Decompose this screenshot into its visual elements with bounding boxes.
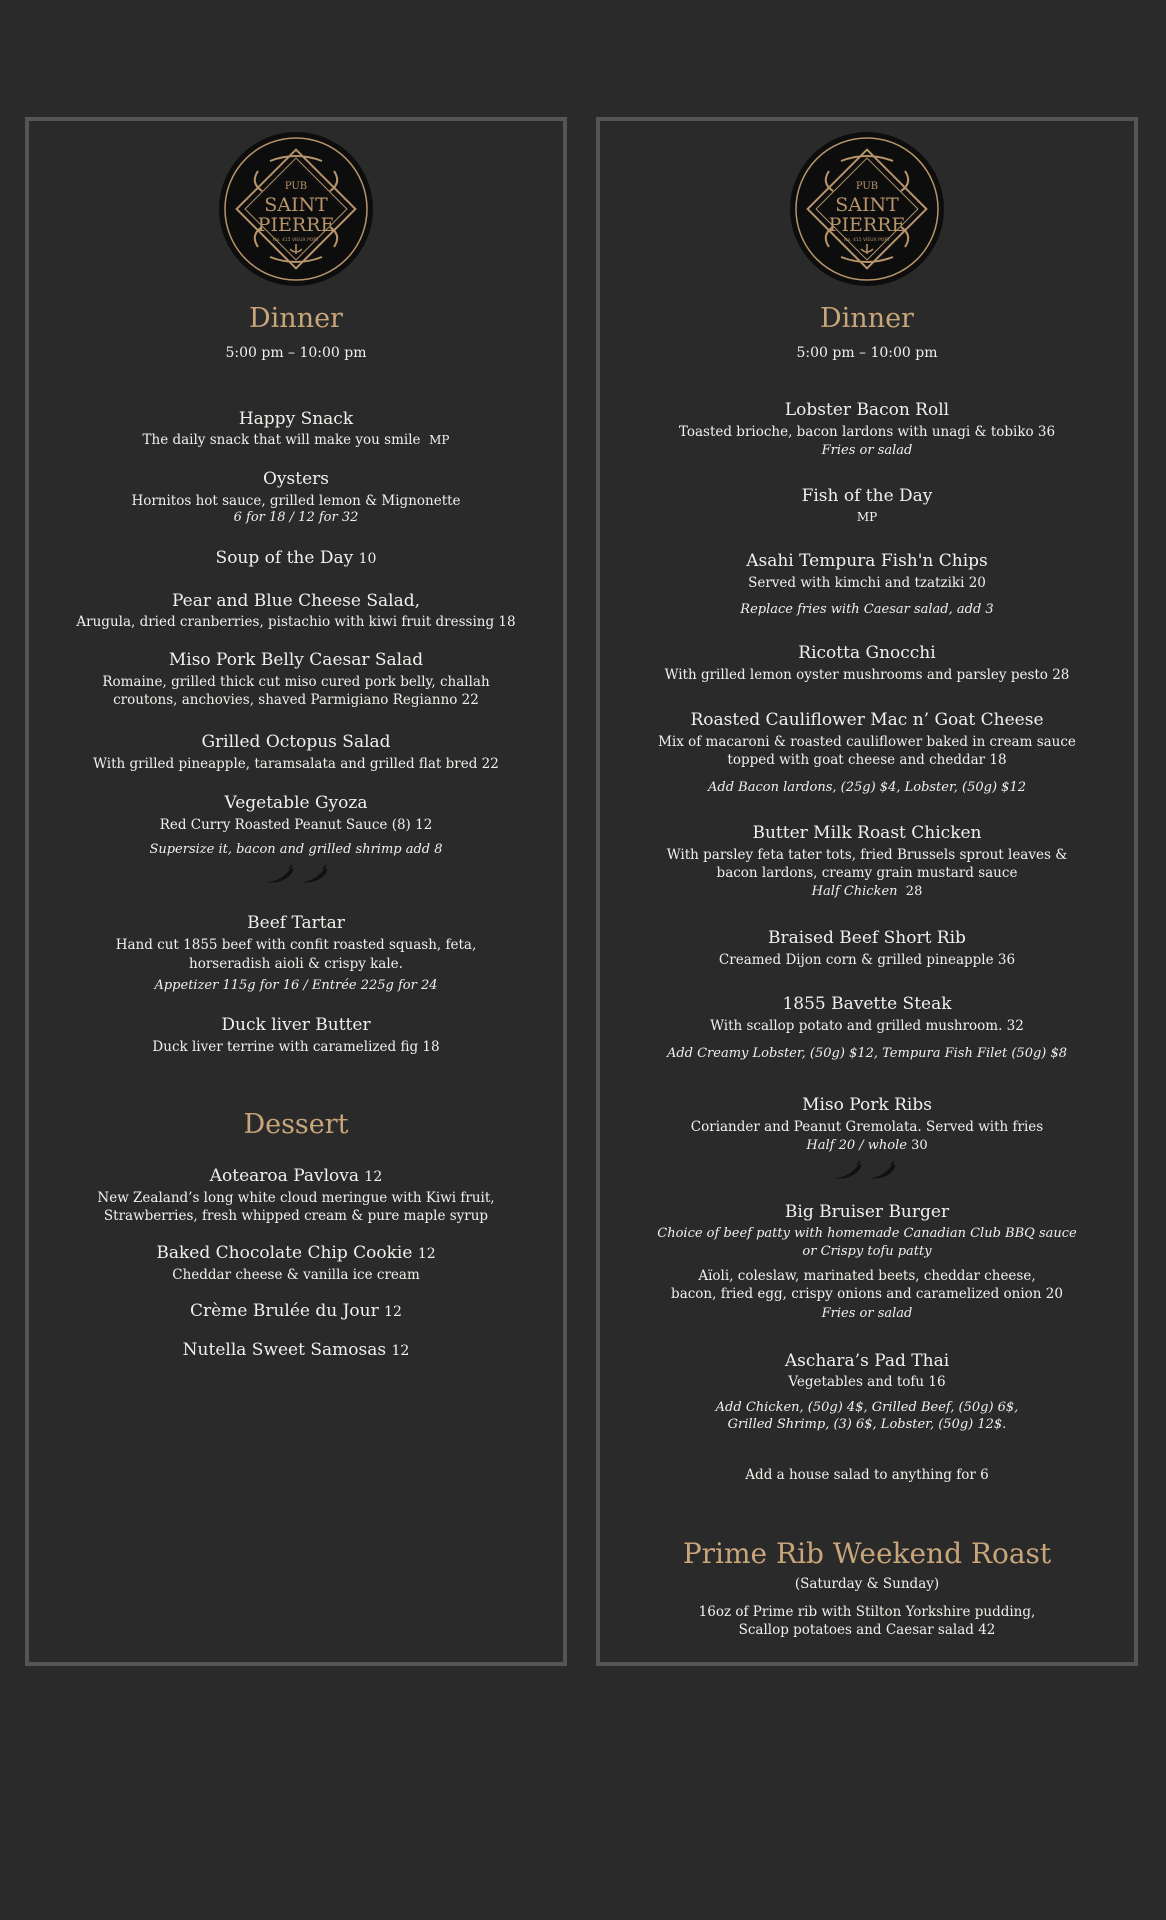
menu-item-note: Half Chicken 28 <box>811 884 923 899</box>
menu-item-desc: Coriander and Peanut Gremolata. Served with fries <box>690 1119 1044 1135</box>
menu-item-desc: croutons, anchovies, shaved Parmigiano Regianno 22 <box>113 692 479 708</box>
menu-item-note: Grilled Shrimp, (3) 6$, Lobster, (50g) 12$. <box>727 1417 1007 1432</box>
menu-item-desc: Romaine, grilled thick cut miso cured pork belly, challah <box>102 674 490 690</box>
menu-item-note: Fries or salad <box>821 443 913 458</box>
menu-item-desc: Duck liver terrine with caramelized fig 18 <box>152 1039 440 1055</box>
menu-item-name: 1855 Bavette Steak <box>782 994 952 1014</box>
prime-rib-days: (Saturday & Sunday) <box>794 1576 940 1592</box>
menu-panel-left <box>25 117 567 1666</box>
menu-item-desc: Arugula, dried cranberries, pistachio with kiwi fruit dressing 18 <box>76 614 516 630</box>
menu-item-desc: The daily snack that will make you smile MP <box>142 432 450 448</box>
menu-item-note: Supersize it, bacon and grilled shrimp add 8 <box>149 842 443 857</box>
menu-item-price: MP <box>856 510 878 524</box>
menu-item-name: Happy Snack <box>238 409 354 429</box>
menu-item-name: Miso Pork Ribs <box>802 1095 932 1115</box>
svg-text:No. 415 VIEUX PORT: No. 415 VIEUX PORT <box>273 238 319 243</box>
menu-item-desc: Aïoli, coleslaw, marinated beets, cheddar cheese, <box>698 1268 1036 1284</box>
menu-item-note: Choice of beef patty with homemade Canadian Club BBQ sauce <box>657 1226 1077 1241</box>
menu-item-name: Soup of the Day 10 <box>215 548 377 568</box>
dessert-item-desc: New Zealand’s long white cloud meringue with Kiwi fruit, <box>97 1190 495 1206</box>
menu-item-name: Big Bruiser Burger <box>784 1202 950 1222</box>
chili-pepper-icon <box>299 865 329 885</box>
menu-item-note: 6 for 18 / 12 for 32 <box>233 510 359 525</box>
menu-item-note: Add Bacon lardons, (25g) $4, Lobster, (50g) $12 <box>708 780 1026 795</box>
menu-item-name: Pear and Blue Cheese Salad, <box>171 591 421 611</box>
menu-item-name: Fish of the Day <box>801 486 933 506</box>
chili-pepper-icon <box>867 1161 897 1181</box>
menu-item-name: Vegetable Gyoza <box>224 793 368 813</box>
menu-item-price: 10 <box>358 551 377 567</box>
dinner-hours: 5:00 pm – 10:00 pm <box>796 345 938 361</box>
prime-rib-desc: Scallop potatoes and Caesar salad 42 <box>738 1622 996 1638</box>
menu-item-note: or Crispy tofu patty <box>802 1244 932 1259</box>
menu-item-note: Add Creamy Lobster, (50g) $12, Tempura Fish Filet (50g) $8 <box>666 1046 1068 1061</box>
svg-text:PIERRE: PIERRE <box>828 214 906 236</box>
menu-item-name: Ricotta Gnocchi <box>798 643 936 663</box>
prime-rib-section-title: Prime Rib Weekend Roast <box>682 1537 1052 1570</box>
menu-item-name: Miso Pork Belly Caesar Salad <box>168 650 424 670</box>
menu-item-desc: With scallop potato and grilled mushroom. 32 <box>710 1018 1024 1034</box>
menu-item-desc: With grilled lemon oyster mushrooms and parsley pesto 28 <box>664 667 1070 683</box>
menu-item-desc: Hornitos hot sauce, grilled lemon & Mignonette <box>131 493 461 509</box>
menu-item-desc: Toasted brioche, bacon lardons with unagi & tobiko 36 <box>678 424 1056 440</box>
svg-text:SAINT: SAINT <box>835 194 899 216</box>
dessert-section-title: Dessert <box>243 1109 349 1140</box>
menu-item-price: 12 <box>384 1304 402 1320</box>
menu-item-name: Duck liver Butter <box>221 1015 371 1035</box>
menu-item-note: Add Chicken, (50g) 4$, Grilled Beef, (50g) 6$, <box>715 1400 1019 1415</box>
svg-text:PIERRE: PIERRE <box>257 214 335 236</box>
dessert-item-name: Crème Brulée du Jour 12 <box>190 1301 402 1321</box>
menu-item-desc: Served with kimchi and tzatziki 20 <box>748 575 986 591</box>
menu-item-name: Roasted Cauliflower Mac n’ Goat Cheese <box>690 710 1044 730</box>
dessert-item-name: Aotearoa Pavlova 12 <box>209 1166 383 1186</box>
chili-pepper-icon <box>265 865 295 885</box>
menu-item-desc: Vegetables and tofu 16 <box>788 1374 946 1390</box>
menu-item-price: MP <box>429 433 450 447</box>
dessert-item-name: Nutella Sweet Samosas 12 <box>182 1340 410 1360</box>
menu-item-price: 12 <box>391 1343 410 1359</box>
menu-item-note: Fries or salad <box>821 1306 913 1321</box>
dessert-item-desc: Strawberries, fresh whipped cream & pure maple syrup <box>103 1208 489 1224</box>
menu-item-desc: With grilled pineapple, taramsalata and grilled flat bred 22 <box>93 756 499 772</box>
dessert-item-desc: Cheddar cheese & vanilla ice cream <box>172 1267 420 1283</box>
menu-item-name: Oysters <box>262 469 329 489</box>
menu-item-price: 12 <box>364 1169 383 1185</box>
pub-saint-pierre-logo <box>218 131 374 287</box>
dinner-hours: 5:00 pm – 10:00 pm <box>225 345 367 361</box>
dinner-section-title: Dinner <box>820 303 914 334</box>
menu-item-desc: horseradish aioli & crispy kale. <box>189 956 403 972</box>
menu-item-price: 12 <box>417 1246 436 1262</box>
house-salad-note: Add a house salad to anything for 6 <box>745 1467 989 1483</box>
menu-item-note: Half 20 / whole 30 <box>806 1138 928 1153</box>
menu-item-name: Beef Tartar <box>247 913 345 933</box>
menu-item-desc: topped with goat cheese and cheddar 18 <box>727 752 1007 768</box>
svg-text:No. 415 VIEUX PORT: No. 415 VIEUX PORT <box>844 238 890 243</box>
menu-item-name: Lobster Bacon Roll <box>784 400 950 420</box>
menu-item-desc: Red Curry Roasted Peanut Sauce (8) 12 <box>159 817 433 833</box>
menu-item-name: Grilled Octopus Salad <box>201 732 391 752</box>
menu-item-desc: Hand cut 1855 beef with confit roasted squash, feta, <box>115 937 477 953</box>
dessert-item-name: Baked Chocolate Chip Cookie 12 <box>156 1243 436 1263</box>
dinner-section-title: Dinner <box>249 303 343 334</box>
menu-item-price: 30 <box>911 1138 928 1153</box>
pub-saint-pierre-logo <box>789 131 945 287</box>
menu-item-desc: Mix of macaroni & roasted cauliflower baked in cream sauce <box>658 734 1076 750</box>
menu-item-desc: With parsley feta tater tots, fried Brussels sprout leaves & <box>666 847 1068 863</box>
menu-item-note: Replace fries with Caesar salad, add 3 <box>740 602 994 617</box>
menu-item-desc: bacon, fried egg, crispy onions and caramelized onion 20 <box>671 1286 1063 1302</box>
svg-text:PUB: PUB <box>855 181 879 192</box>
menu-item-desc: bacon lardons, creamy grain mustard sauce <box>716 865 1018 881</box>
menu-item-name: Butter Milk Roast Chicken <box>752 823 982 843</box>
menu-item-desc: Creamed Dijon corn & grilled pineapple 36 <box>718 952 1016 968</box>
chili-pepper-icon <box>833 1161 863 1181</box>
svg-text:SAINT: SAINT <box>264 194 328 216</box>
menu-item-price: 28 <box>905 884 923 899</box>
menu-item-note: Appetizer 115g for 16 / Entrée 225g for 24 <box>154 978 438 993</box>
menu-item-name: Braised Beef Short Rib <box>768 928 966 948</box>
prime-rib-desc: 16oz of Prime rib with Stilton Yorkshire pudding, <box>698 1604 1036 1620</box>
menu-panel-right <box>596 117 1138 1666</box>
svg-text:PUB: PUB <box>284 181 308 192</box>
menu-item-name: Asahi Tempura Fish'n Chips <box>746 551 988 571</box>
menu-item-name: Aschara’s Pad Thai <box>784 1351 950 1371</box>
